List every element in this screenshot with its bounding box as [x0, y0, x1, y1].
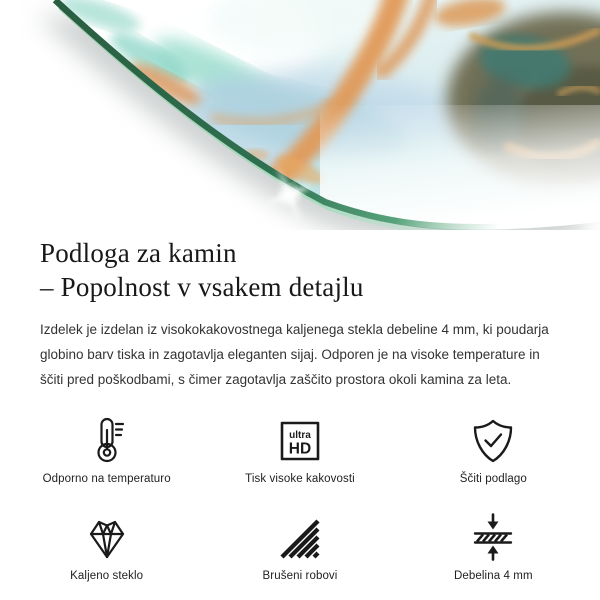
product-description: Izdelek je izdelan iz visokokakovostnega kaljenega stekla debeline 4 mm, ki poudarja globino barv tiska in zagotavlja eleganten sijaj. Odporen je na visoke temperature in ščiti pred poškodbami, s čimer zagotavlja zaščito prostora okoli kamina za leta.: [40, 322, 549, 387]
feature-tempered-glass: [10, 511, 203, 582]
feature-thickness: [397, 511, 590, 582]
page-title-line2: – Popolnost v vsakem detajlu: [40, 272, 364, 302]
thermometer-icon: [85, 414, 129, 464]
beveled-edges-icon: [277, 511, 323, 561]
feature-label: Debelina 4 mm: [454, 570, 533, 582]
feature-beveled-edges: [203, 511, 396, 582]
feature-grid: [10, 414, 590, 582]
thickness-icon: [471, 511, 515, 561]
feature-label: Tisk visoke kakovosti: [245, 473, 355, 485]
diamond-icon: [85, 511, 129, 561]
glass-pad-illustration: [0, 0, 600, 230]
feature-protection: [397, 414, 590, 485]
feature-label: Brušeni robovi: [262, 570, 338, 582]
ultra-hd-icon: [277, 414, 323, 464]
page-title: [40, 236, 560, 304]
feature-temperature: [10, 414, 203, 485]
feature-label: Kaljeno steklo: [70, 570, 144, 582]
feature-print-quality: [203, 414, 396, 485]
shield-check-icon: [471, 414, 515, 464]
page-title-line1: Podloga za kamin: [40, 238, 237, 268]
feature-label: Odporno na temperaturo: [42, 473, 171, 485]
ultra-hd-icon-text-top: ultra: [289, 430, 311, 441]
ultra-hd-icon-text-bottom: HD: [288, 440, 312, 458]
feature-label: Ščiti podlago: [459, 473, 527, 485]
product-photo: [0, 0, 600, 230]
